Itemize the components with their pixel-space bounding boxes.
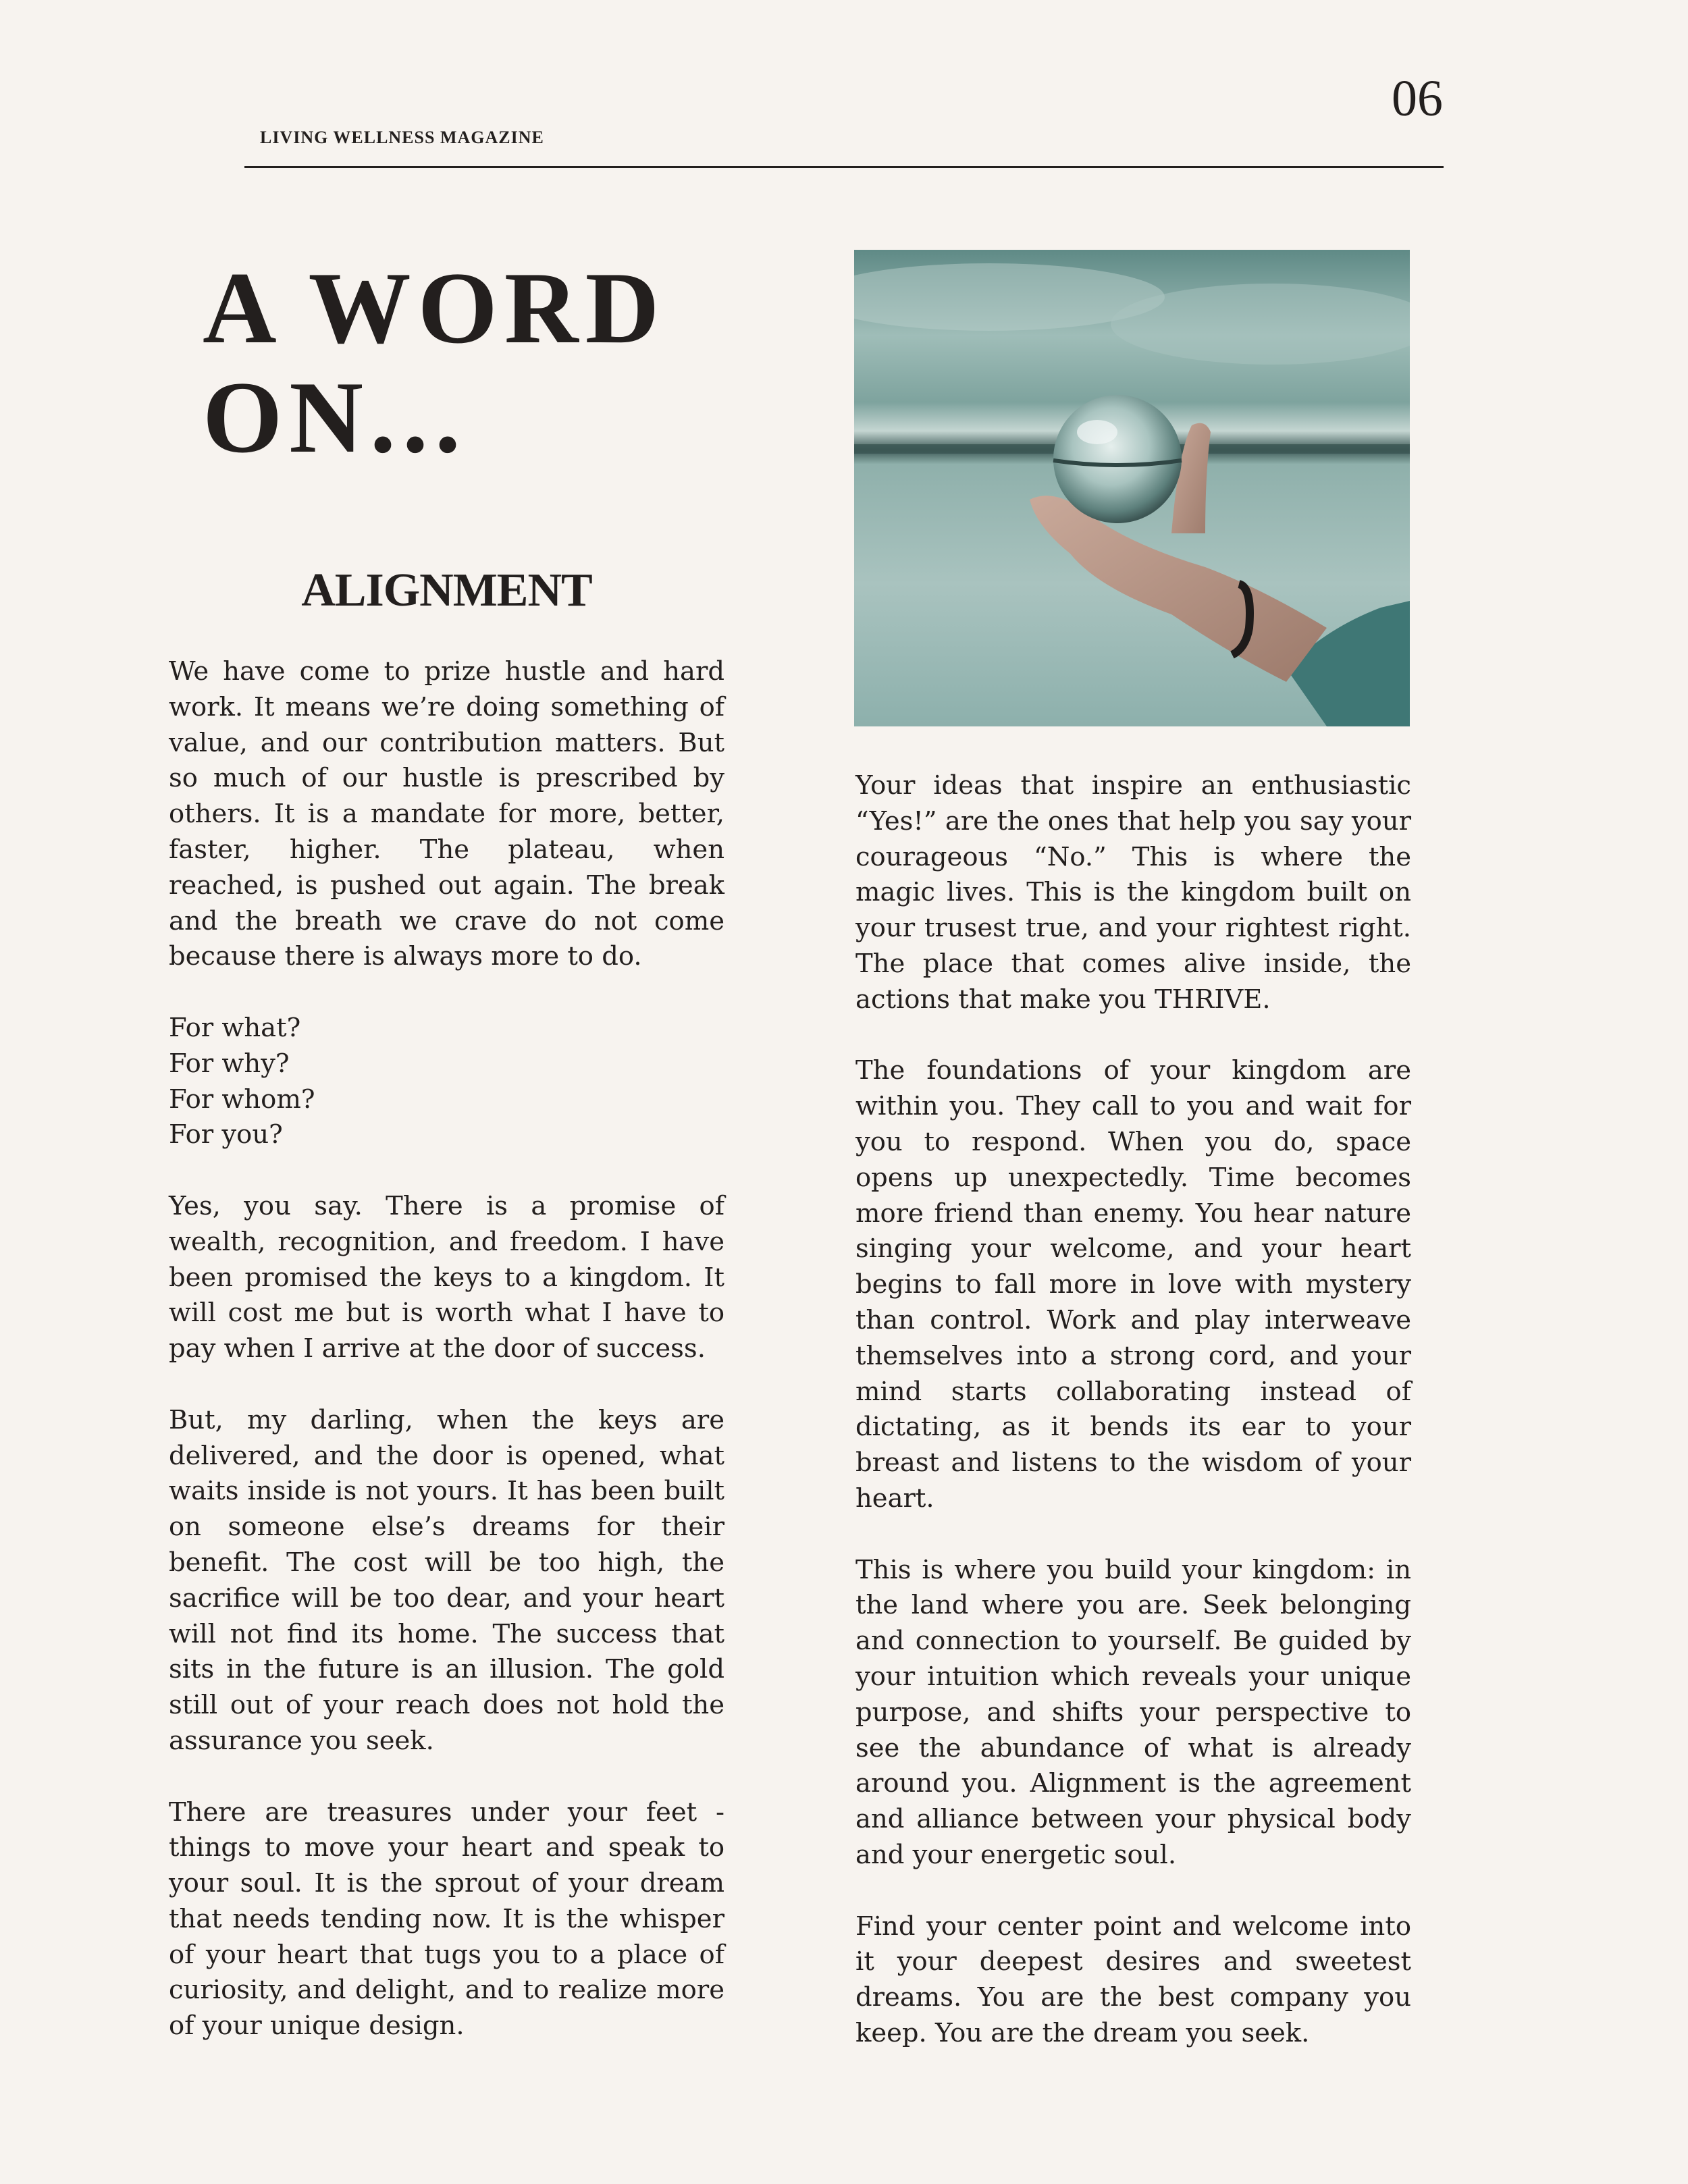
left-paragraph-4: There are treasures under your feet - things to move your heart and speak to your soul. It is the sprout of your dream that needs tending now. It is the whisper of your heart that tugs you to a place of curiosity, and delight, and to realize more of your unique design. [169,1796,724,2042]
article-subtitle: ALIGNMENT [301,564,592,616]
right-column [855,768,1411,2087]
article-photo [854,250,1410,726]
masthead: LIVING WELLNESS MAGAZINE [260,128,544,147]
left-paragraph-1: We have come to prize hustle and hard work. It means we’re doing something of value, and our contribution matters. But so much of our hustle is prescribed by others. It is a mandate for more, better, faster, higher. The plateau, when reached, is pushed out again. The break and the breath we crave do not come because there is always more to do. [169,656,724,972]
question-line: For you? [169,1119,283,1150]
question-line: For what? [169,1012,301,1043]
question-line: For why? [169,1048,290,1079]
question-line: For whom? [169,1084,315,1115]
right-paragraph-3: This is where you build your kingdom: in the land where you are. Seek belonging and connection to yourself. Be guided by your intuition which reveals your unique purpose, and shifts your perspective to see the abundance of what is already around you. Alignment is the agreement and alliance between your physical body and your energetic soul. [855,1554,1411,1870]
right-paragraph-2: The foundations of your kingdom are within you. They call to you and wait for you to respond. When you do, space opens up unexpectedly. Time becomes more friend than enemy. You hear nature singing your welcome, and your heart begins to fall more in love with mystery than control. Work and play interweave themselves into a strong cord, and your mind starts collaborating instead of dictating, as it bends its ear to your breast and listens to the wisdom of your heart. [855,1055,1411,1514]
right-paragraph-1: Your ideas that inspire an enthusiastic “Yes!” are the ones that help you say your courageous “No.” This is where the magic lives. This is the kingdom built on your trusest true, and your rightest right. The place that comes alive inside, the actions that make you THRIVE. [855,770,1411,1015]
header-divider [244,166,1444,168]
page-number: 06 [1392,70,1443,127]
left-paragraph-2: Yes, you say. There is a promise of wealth, recognition, and freedom. I have been promised the keys to a kingdom. It will cost me but is worth what I have to pay when I arrive at the door of success. [169,1190,724,1364]
article-title-line-1: A WORD [203,251,666,365]
article-title-line-2: ON... [203,361,467,474]
article-title [203,253,666,472]
left-column [169,654,724,2080]
left-paragraph-3: But, my darling, when the keys are delivered, and the door is opened, what waits inside is not yours. It has been built on someone else’s dreams for their benefit. The cost will be too high, the sacrifice will be too dear, and your heart will not find its home. The success that sits in the future is an illusion. The gold still out of your reach does not hold the assurance you seek. [169,1404,724,1756]
right-paragraph-4: Find your center point and welcome into it your deepest desires and sweetest dreams. You are the best company you keep. You are the dream you seek. [855,1911,1411,2048]
